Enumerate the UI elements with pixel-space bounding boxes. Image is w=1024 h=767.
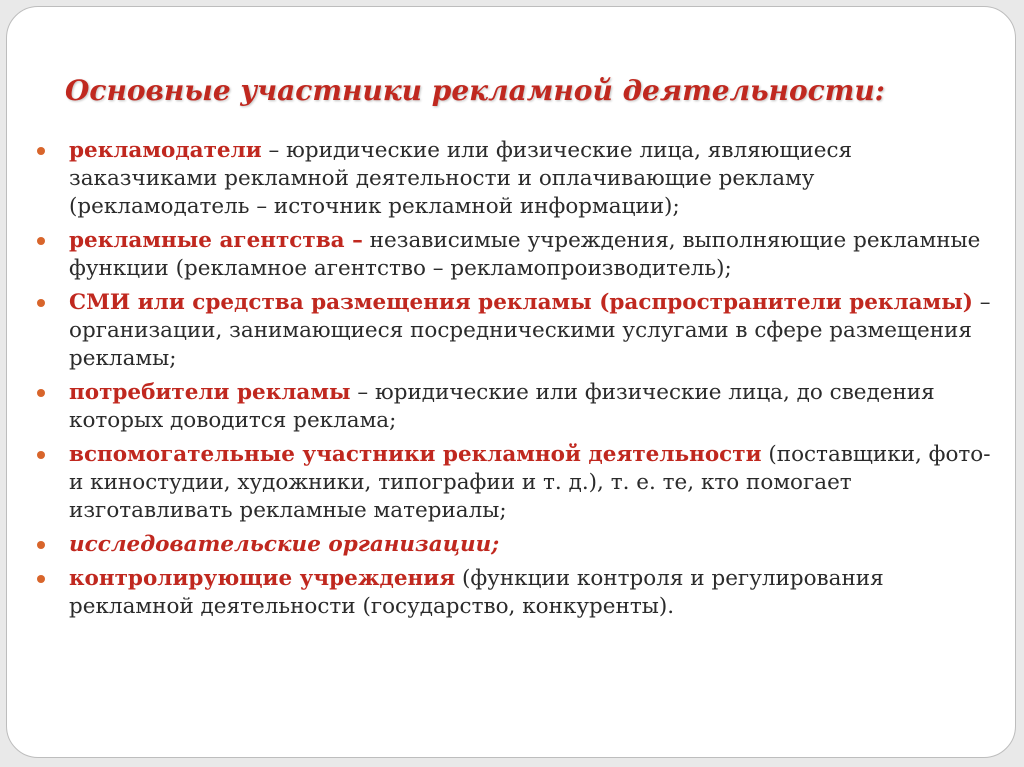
list-item	[37, 227, 997, 283]
item-term: рекламодатели	[69, 138, 262, 163]
item-term: СМИ или средства размещения рекламы (распространители рекламы)	[69, 290, 973, 315]
item-text: – юридические или физические лица, до сведения которых доводится реклама;	[69, 380, 935, 433]
bullet-icon	[37, 299, 45, 307]
item-term: рекламные агентства –	[69, 228, 363, 253]
bullet-icon	[37, 541, 45, 549]
bullet-icon	[37, 237, 45, 245]
participants-list	[37, 137, 997, 627]
item-text: (функции контроля и регулирования рекламной деятельности (государство, конкуренты).	[69, 566, 884, 619]
list-item	[37, 565, 997, 621]
item-term: вспомогательные участники рекламной деятельности	[69, 442, 762, 467]
item-text: – организации, занимающиеся посредническими услугами в сфере размещения рекламы;	[69, 290, 991, 371]
slide	[6, 6, 1016, 758]
bullet-icon	[37, 575, 45, 583]
list-item	[37, 379, 997, 435]
list-item	[37, 531, 997, 559]
item-text: – юридические или физические лица, являющиеся заказчиками рекламной деятельности и оплачивающие рекламу (рекламодатель – источник рекламной информации);	[69, 138, 853, 219]
item-text: независимые учреждения, выполняющие рекламные функции (рекламное агентство – рекламопроизводитель);	[69, 228, 981, 281]
list-item	[37, 289, 997, 373]
list-item	[37, 137, 997, 221]
item-term: контролирующие учреждения	[69, 566, 456, 591]
bullet-icon	[37, 451, 45, 459]
bullet-icon	[37, 147, 45, 155]
item-term: исследовательские организации;	[69, 532, 500, 557]
item-text: (поставщики, фото- и киностудии, художники, типографии и т. д.), т. е. те, кто помогает изготавливать рекламные материалы;	[69, 442, 991, 523]
item-term: потребители рекламы	[69, 380, 351, 405]
slide-title: Основные участники рекламной деятельности:	[65, 74, 886, 107]
bullet-icon	[37, 389, 45, 397]
list-item	[37, 441, 997, 525]
